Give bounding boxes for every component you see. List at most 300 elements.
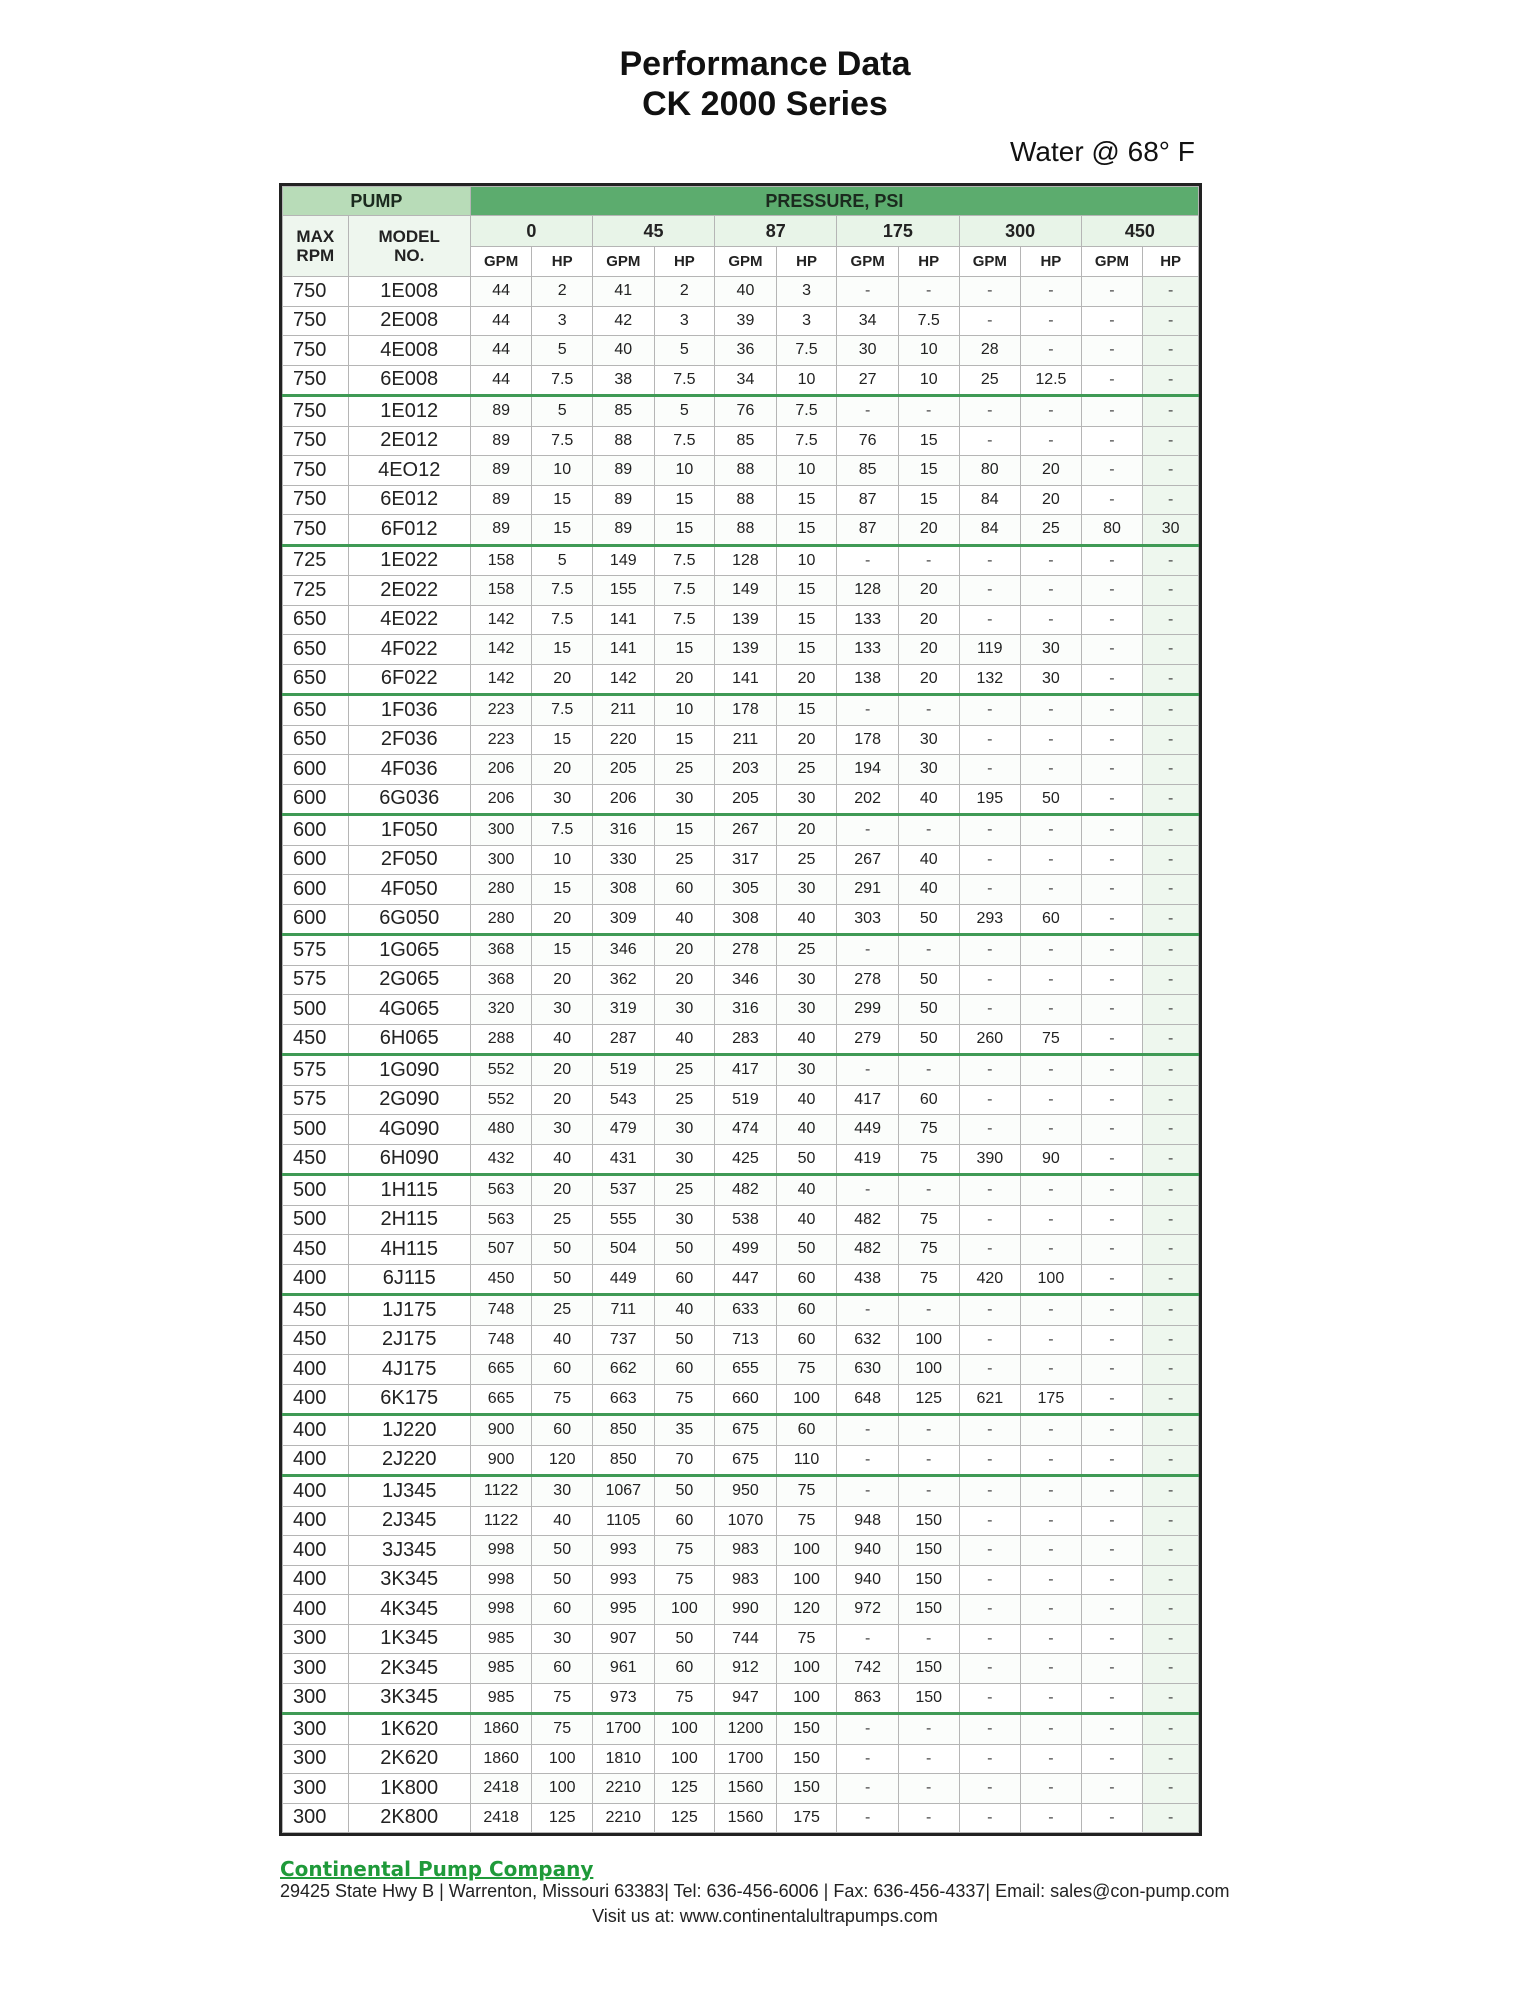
gpm-cell: 632	[837, 1325, 899, 1355]
hp-cell: 150	[898, 1506, 959, 1536]
hp-cell: 30	[776, 875, 837, 905]
gpm-cell: 319	[592, 995, 654, 1025]
hp-cell: -	[1021, 1714, 1082, 1745]
gpm-cell: 621	[959, 1384, 1021, 1415]
model-cell: 4K345	[348, 1595, 470, 1625]
hp-cell: 50	[898, 1024, 959, 1055]
hp-cell: 75	[898, 1205, 959, 1235]
gpm-cell: -	[837, 1476, 899, 1507]
hp-cell: 10	[898, 365, 959, 396]
gpm-cell: 40	[592, 336, 654, 366]
hp-cell: 20	[532, 664, 593, 695]
gpm-cell: -	[959, 935, 1021, 966]
gpm-cell: -	[837, 1714, 899, 1745]
gpm-cell: 206	[470, 784, 532, 815]
max-rpm-cell: 750	[283, 426, 349, 456]
hp-cell: 50	[776, 1144, 837, 1175]
max-rpm-cell: 450	[283, 1235, 349, 1265]
max-rpm-cell: 600	[283, 755, 349, 785]
gpm-cell: 139	[715, 635, 777, 665]
gpm-cell: 89	[470, 426, 532, 456]
hp-cell: -	[1021, 845, 1082, 875]
hp-cell: -	[1143, 576, 1199, 606]
gpm-cell: 449	[592, 1264, 654, 1295]
model-cell: 1J220	[348, 1415, 470, 1446]
hp-cell: 100	[654, 1744, 715, 1774]
gpm-cell: 128	[837, 576, 899, 606]
gpm-cell: 998	[470, 1565, 532, 1595]
hp-cell: 25	[776, 755, 837, 785]
hp-cell: 2	[532, 277, 593, 307]
hp-cell: -	[898, 1744, 959, 1774]
gpm-cell: -	[959, 875, 1021, 905]
gpm-cell: 983	[715, 1565, 777, 1595]
gpm-cell: -	[1081, 1744, 1143, 1774]
hp-cell: -	[1143, 965, 1199, 995]
gpm-cell: 128	[715, 545, 777, 576]
hp-cell: 20	[654, 935, 715, 966]
hp-cell: 15	[654, 485, 715, 515]
hp-cell: 50	[532, 1565, 593, 1595]
hp-cell: 20	[776, 664, 837, 695]
gpm-cell: 474	[715, 1115, 777, 1145]
gpm-cell: -	[959, 695, 1021, 726]
table-row	[283, 605, 1199, 635]
gpm-cell: -	[1081, 935, 1143, 966]
hp-cell: 125	[532, 1803, 593, 1833]
hp-cell: -	[1143, 1536, 1199, 1566]
gpm-cell: 519	[592, 1055, 654, 1086]
hp-cell: -	[1021, 1744, 1082, 1774]
max-rpm-cell: 600	[283, 875, 349, 905]
gpm-cell: 665	[470, 1384, 532, 1415]
gpm-cell: -	[837, 1744, 899, 1774]
gpm-cell: 202	[837, 784, 899, 815]
table-row	[283, 1355, 1199, 1385]
hp-cell: 75	[654, 1683, 715, 1714]
table-row	[283, 1506, 1199, 1536]
gpm-cell: 998	[470, 1536, 532, 1566]
hp-cell: -	[1021, 1654, 1082, 1684]
hp-cell: 100	[1021, 1264, 1082, 1295]
hp-cell: 20	[898, 576, 959, 606]
model-cell: 3J345	[348, 1536, 470, 1566]
gpm-cell: -	[959, 815, 1021, 846]
gpm-cell: 900	[470, 1445, 532, 1476]
hp-cell: 100	[898, 1355, 959, 1385]
hp-cell: 60	[776, 1264, 837, 1295]
gpm-cell: 420	[959, 1264, 1021, 1295]
hp-cell: -	[1021, 336, 1082, 366]
table-row	[283, 1624, 1199, 1654]
hp-cell: -	[1021, 695, 1082, 726]
model-cell: 1J175	[348, 1295, 470, 1326]
gpm-cell: 940	[837, 1565, 899, 1595]
gpm-cell: 737	[592, 1325, 654, 1355]
gpm-cell: 84	[959, 485, 1021, 515]
gpm-cell: 267	[715, 815, 777, 846]
hp-cell: 25	[1021, 515, 1082, 546]
hp-cell: -	[898, 935, 959, 966]
table-row	[283, 456, 1199, 486]
pressure-column-45: 45	[592, 216, 714, 247]
hp-cell: -	[1143, 1506, 1199, 1536]
hp-cell: 100	[776, 1683, 837, 1714]
gpm-cell: -	[1081, 1235, 1143, 1265]
hp-cell: -	[1021, 725, 1082, 755]
gpm-cell: -	[959, 426, 1021, 456]
table-row	[283, 1055, 1199, 1086]
hp-cell: 150	[898, 1565, 959, 1595]
gpm-cell: 1200	[715, 1714, 777, 1745]
gpm-cell: 1122	[470, 1476, 532, 1507]
hp-cell: 15	[532, 875, 593, 905]
gpm-cell: -	[1081, 336, 1143, 366]
hp-cell: -	[1021, 1295, 1082, 1326]
model-cell: 2J175	[348, 1325, 470, 1355]
max-rpm-cell: 300	[283, 1714, 349, 1745]
gpm-cell: 178	[837, 725, 899, 755]
hp-cell: 5	[654, 336, 715, 366]
gpm-cell: 317	[715, 845, 777, 875]
gpm-cell: -	[1081, 1565, 1143, 1595]
gpm-cell: 947	[715, 1683, 777, 1714]
gpm-cell: -	[1081, 1355, 1143, 1385]
max-rpm-cell: 750	[283, 396, 349, 427]
table-row	[283, 1205, 1199, 1235]
gpm-cell: 368	[470, 965, 532, 995]
max-rpm-cell: 750	[283, 306, 349, 336]
hp-cell: 25	[654, 845, 715, 875]
hp-header: HP	[532, 247, 593, 277]
model-cell: 2F036	[348, 725, 470, 755]
hp-cell: 75	[898, 1235, 959, 1265]
table-row	[283, 1565, 1199, 1595]
gpm-cell: 44	[470, 365, 532, 396]
gpm-cell: 948	[837, 1506, 899, 1536]
gpm-cell: -	[1081, 784, 1143, 815]
max-rpm-cell: 500	[283, 1115, 349, 1145]
gpm-cell: 88	[592, 426, 654, 456]
hp-header: HP	[1143, 247, 1199, 277]
hp-cell: 60	[776, 1295, 837, 1326]
model-cell: 1J345	[348, 1476, 470, 1507]
hp-cell: -	[1021, 1624, 1082, 1654]
hp-cell: 125	[654, 1774, 715, 1804]
table-row	[283, 1295, 1199, 1326]
hp-cell: 15	[776, 695, 837, 726]
max-rpm-cell: 500	[283, 1175, 349, 1206]
gpm-cell: -	[959, 1714, 1021, 1745]
hp-cell: -	[1143, 1384, 1199, 1415]
gpm-cell: 89	[592, 515, 654, 546]
gpm-cell: 308	[592, 875, 654, 905]
table-row	[283, 1774, 1199, 1804]
gpm-cell: 142	[592, 664, 654, 695]
hp-cell: 110	[776, 1445, 837, 1476]
hp-cell: -	[1021, 1445, 1082, 1476]
gpm-cell: 1860	[470, 1744, 532, 1774]
gpm-cell: 538	[715, 1205, 777, 1235]
hp-cell: 40	[654, 904, 715, 935]
gpm-cell: 158	[470, 576, 532, 606]
max-rpm-cell: 650	[283, 695, 349, 726]
hp-cell: 15	[532, 485, 593, 515]
max-rpm-cell: 300	[283, 1624, 349, 1654]
gpm-cell: 84	[959, 515, 1021, 546]
hp-cell: 30	[654, 995, 715, 1025]
hp-cell: -	[1143, 545, 1199, 576]
hp-cell: -	[1143, 396, 1199, 427]
gpm-cell: 362	[592, 965, 654, 995]
gpm-cell: -	[1081, 1536, 1143, 1566]
table-row	[283, 935, 1199, 966]
hp-cell: 150	[898, 1595, 959, 1625]
gpm-cell: 223	[470, 695, 532, 726]
gpm-cell: -	[1081, 605, 1143, 635]
hp-cell: 100	[776, 1654, 837, 1684]
max-rpm-cell: 400	[283, 1476, 349, 1507]
gpm-cell: 299	[837, 995, 899, 1025]
model-cell: 4H115	[348, 1235, 470, 1265]
table-row	[283, 515, 1199, 546]
table-row	[283, 485, 1199, 515]
max-rpm-header	[283, 216, 349, 277]
table-row	[283, 965, 1199, 995]
hp-cell: 5	[654, 396, 715, 427]
model-cell: 6E008	[348, 365, 470, 396]
hp-cell: 100	[898, 1325, 959, 1355]
gpm-cell: 2210	[592, 1774, 654, 1804]
gpm-cell: 300	[470, 815, 532, 846]
gpm-cell: 863	[837, 1683, 899, 1714]
table-row	[283, 1415, 1199, 1446]
model-cell: 2E022	[348, 576, 470, 606]
gpm-cell: -	[1081, 1476, 1143, 1507]
table-row	[283, 1744, 1199, 1774]
model-cell: 2G090	[348, 1085, 470, 1115]
pressure-column-450: 450	[1081, 216, 1198, 247]
gpm-cell: 912	[715, 1654, 777, 1684]
hp-cell: 75	[898, 1264, 959, 1295]
max-rpm-cell: 400	[283, 1415, 349, 1446]
table-row	[283, 365, 1199, 396]
hp-cell: 15	[654, 815, 715, 846]
table-row	[283, 815, 1199, 846]
hp-cell: -	[1143, 1235, 1199, 1265]
table-row	[283, 1445, 1199, 1476]
hp-cell: 60	[532, 1355, 593, 1385]
hp-cell: -	[1143, 935, 1199, 966]
gpm-cell: -	[837, 1624, 899, 1654]
gpm-cell: 133	[837, 635, 899, 665]
hp-cell: 7.5	[532, 576, 593, 606]
gpm-cell: 648	[837, 1384, 899, 1415]
model-cell: 6K175	[348, 1384, 470, 1415]
model-cell: 1K345	[348, 1624, 470, 1654]
hp-cell: 30	[1021, 664, 1082, 695]
gpm-cell: -	[959, 545, 1021, 576]
hp-cell: -	[1143, 277, 1199, 307]
gpm-cell: -	[959, 1085, 1021, 1115]
hp-cell: 15	[532, 515, 593, 546]
gpm-cell: 76	[715, 396, 777, 427]
gpm-cell: -	[959, 1506, 1021, 1536]
hp-cell: 20	[776, 725, 837, 755]
table-row	[283, 1115, 1199, 1145]
hp-header: HP	[898, 247, 959, 277]
pressure-column-300: 300	[959, 216, 1081, 247]
gpm-cell: -	[959, 1295, 1021, 1326]
model-cell: 6G050	[348, 904, 470, 935]
gpm-cell: 742	[837, 1654, 899, 1684]
hp-cell: 5	[532, 545, 593, 576]
gpm-cell: 119	[959, 635, 1021, 665]
gpm-header: GPM	[470, 247, 532, 277]
hp-cell: 25	[532, 1205, 593, 1235]
hp-cell: -	[898, 1624, 959, 1654]
gpm-cell: -	[1081, 845, 1143, 875]
gpm-cell: 1860	[470, 1714, 532, 1745]
max-rpm-cell: 450	[283, 1295, 349, 1326]
gpm-cell: 748	[470, 1325, 532, 1355]
hp-cell: 10	[532, 845, 593, 875]
gpm-cell: 89	[470, 396, 532, 427]
gpm-cell: 744	[715, 1624, 777, 1654]
max-rpm-cell: 400	[283, 1384, 349, 1415]
gpm-cell: 38	[592, 365, 654, 396]
hp-cell: -	[1021, 1774, 1082, 1804]
hp-cell: 75	[776, 1506, 837, 1536]
gpm-cell: -	[1081, 1144, 1143, 1175]
gpm-cell: 149	[592, 545, 654, 576]
gpm-cell: 141	[592, 605, 654, 635]
hp-cell: 150	[776, 1774, 837, 1804]
hp-cell: 15	[776, 605, 837, 635]
hp-cell: 75	[776, 1624, 837, 1654]
gpm-cell: 76	[837, 426, 899, 456]
hp-cell: -	[1143, 426, 1199, 456]
table-row	[283, 1384, 1199, 1415]
hp-cell: -	[1143, 845, 1199, 875]
gpm-cell: 419	[837, 1144, 899, 1175]
gpm-cell: -	[959, 396, 1021, 427]
hp-cell: -	[1021, 1115, 1082, 1145]
table-row	[283, 396, 1199, 427]
gpm-cell: 280	[470, 875, 532, 905]
gpm-cell: 300	[470, 845, 532, 875]
model-cell: 2F050	[348, 845, 470, 875]
gpm-cell: 25	[959, 365, 1021, 396]
model-header-line2: NO.	[394, 246, 425, 265]
hp-cell: -	[898, 1714, 959, 1745]
hp-cell: 60	[654, 875, 715, 905]
hp-cell: 60	[532, 1654, 593, 1684]
table-row	[283, 1714, 1199, 1745]
gpm-cell: 985	[470, 1654, 532, 1684]
gpm-cell: 2418	[470, 1774, 532, 1804]
hp-cell: 15	[776, 635, 837, 665]
gpm-cell: 85	[592, 396, 654, 427]
hp-cell: -	[1021, 605, 1082, 635]
max-rpm-cell: 650	[283, 725, 349, 755]
model-cell: 1E012	[348, 396, 470, 427]
gpm-cell: 155	[592, 576, 654, 606]
hp-cell: -	[1021, 1565, 1082, 1595]
hp-cell: 50	[776, 1235, 837, 1265]
gpm-cell: -	[1081, 1445, 1143, 1476]
gpm-cell: -	[1081, 1175, 1143, 1206]
max-rpm-cell: 750	[283, 515, 349, 546]
gpm-cell: 30	[837, 336, 899, 366]
gpm-cell: 972	[837, 1595, 899, 1625]
gpm-cell: 431	[592, 1144, 654, 1175]
hp-cell: 20	[1021, 456, 1082, 486]
hp-cell: 7.5	[654, 605, 715, 635]
hp-cell: -	[1021, 1055, 1082, 1086]
company-contact-line: 29425 State Hwy B | Warrenton, Missouri 63383| Tel: 636-456-6006 | Fax: 636-456-4337| Email: sales@con-pump.com	[280, 1881, 1230, 1901]
gpm-cell: 479	[592, 1115, 654, 1145]
gpm-cell: -	[1081, 426, 1143, 456]
gpm-cell: -	[1081, 1774, 1143, 1804]
gpm-cell: 507	[470, 1235, 532, 1265]
hp-cell: -	[1021, 875, 1082, 905]
hp-cell: 10	[776, 456, 837, 486]
gpm-cell: 983	[715, 1536, 777, 1566]
hp-cell: -	[1143, 664, 1199, 695]
hp-cell: 30	[654, 1115, 715, 1145]
table-row	[283, 664, 1199, 695]
hp-cell: -	[1021, 1355, 1082, 1385]
gpm-cell: -	[959, 1055, 1021, 1086]
hp-cell: -	[1021, 576, 1082, 606]
gpm-cell: 39	[715, 306, 777, 336]
hp-cell: -	[1143, 755, 1199, 785]
hp-cell: 15	[776, 576, 837, 606]
hp-cell: 20	[1021, 485, 1082, 515]
hp-cell: 60	[654, 1264, 715, 1295]
gpm-cell: 142	[470, 635, 532, 665]
gpm-cell: 41	[592, 277, 654, 307]
gpm-cell: 480	[470, 1115, 532, 1145]
hp-cell: 20	[898, 664, 959, 695]
hp-cell: 50	[532, 1235, 593, 1265]
model-cell: 1K800	[348, 1774, 470, 1804]
hp-cell: 2	[654, 277, 715, 307]
max-rpm-cell: 750	[283, 336, 349, 366]
pressure-column-87: 87	[715, 216, 837, 247]
gpm-cell: -	[1081, 545, 1143, 576]
gpm-cell: 89	[592, 485, 654, 515]
gpm-cell: -	[959, 605, 1021, 635]
gpm-cell: -	[1081, 965, 1143, 995]
hp-cell: 75	[776, 1476, 837, 1507]
hp-cell: 50	[654, 1624, 715, 1654]
model-cell: 4G065	[348, 995, 470, 1025]
hp-cell: 10	[654, 695, 715, 726]
gpm-cell: -	[1081, 725, 1143, 755]
max-rpm-cell: 575	[283, 935, 349, 966]
gpm-cell: 482	[837, 1235, 899, 1265]
model-cell: 1E022	[348, 545, 470, 576]
gpm-cell: 900	[470, 1415, 532, 1446]
gpm-cell: -	[1081, 875, 1143, 905]
model-cell: 2J345	[348, 1506, 470, 1536]
gpm-cell: 278	[715, 935, 777, 966]
table-row	[283, 336, 1199, 366]
gpm-cell: -	[1081, 635, 1143, 665]
hp-cell: 100	[776, 1565, 837, 1595]
